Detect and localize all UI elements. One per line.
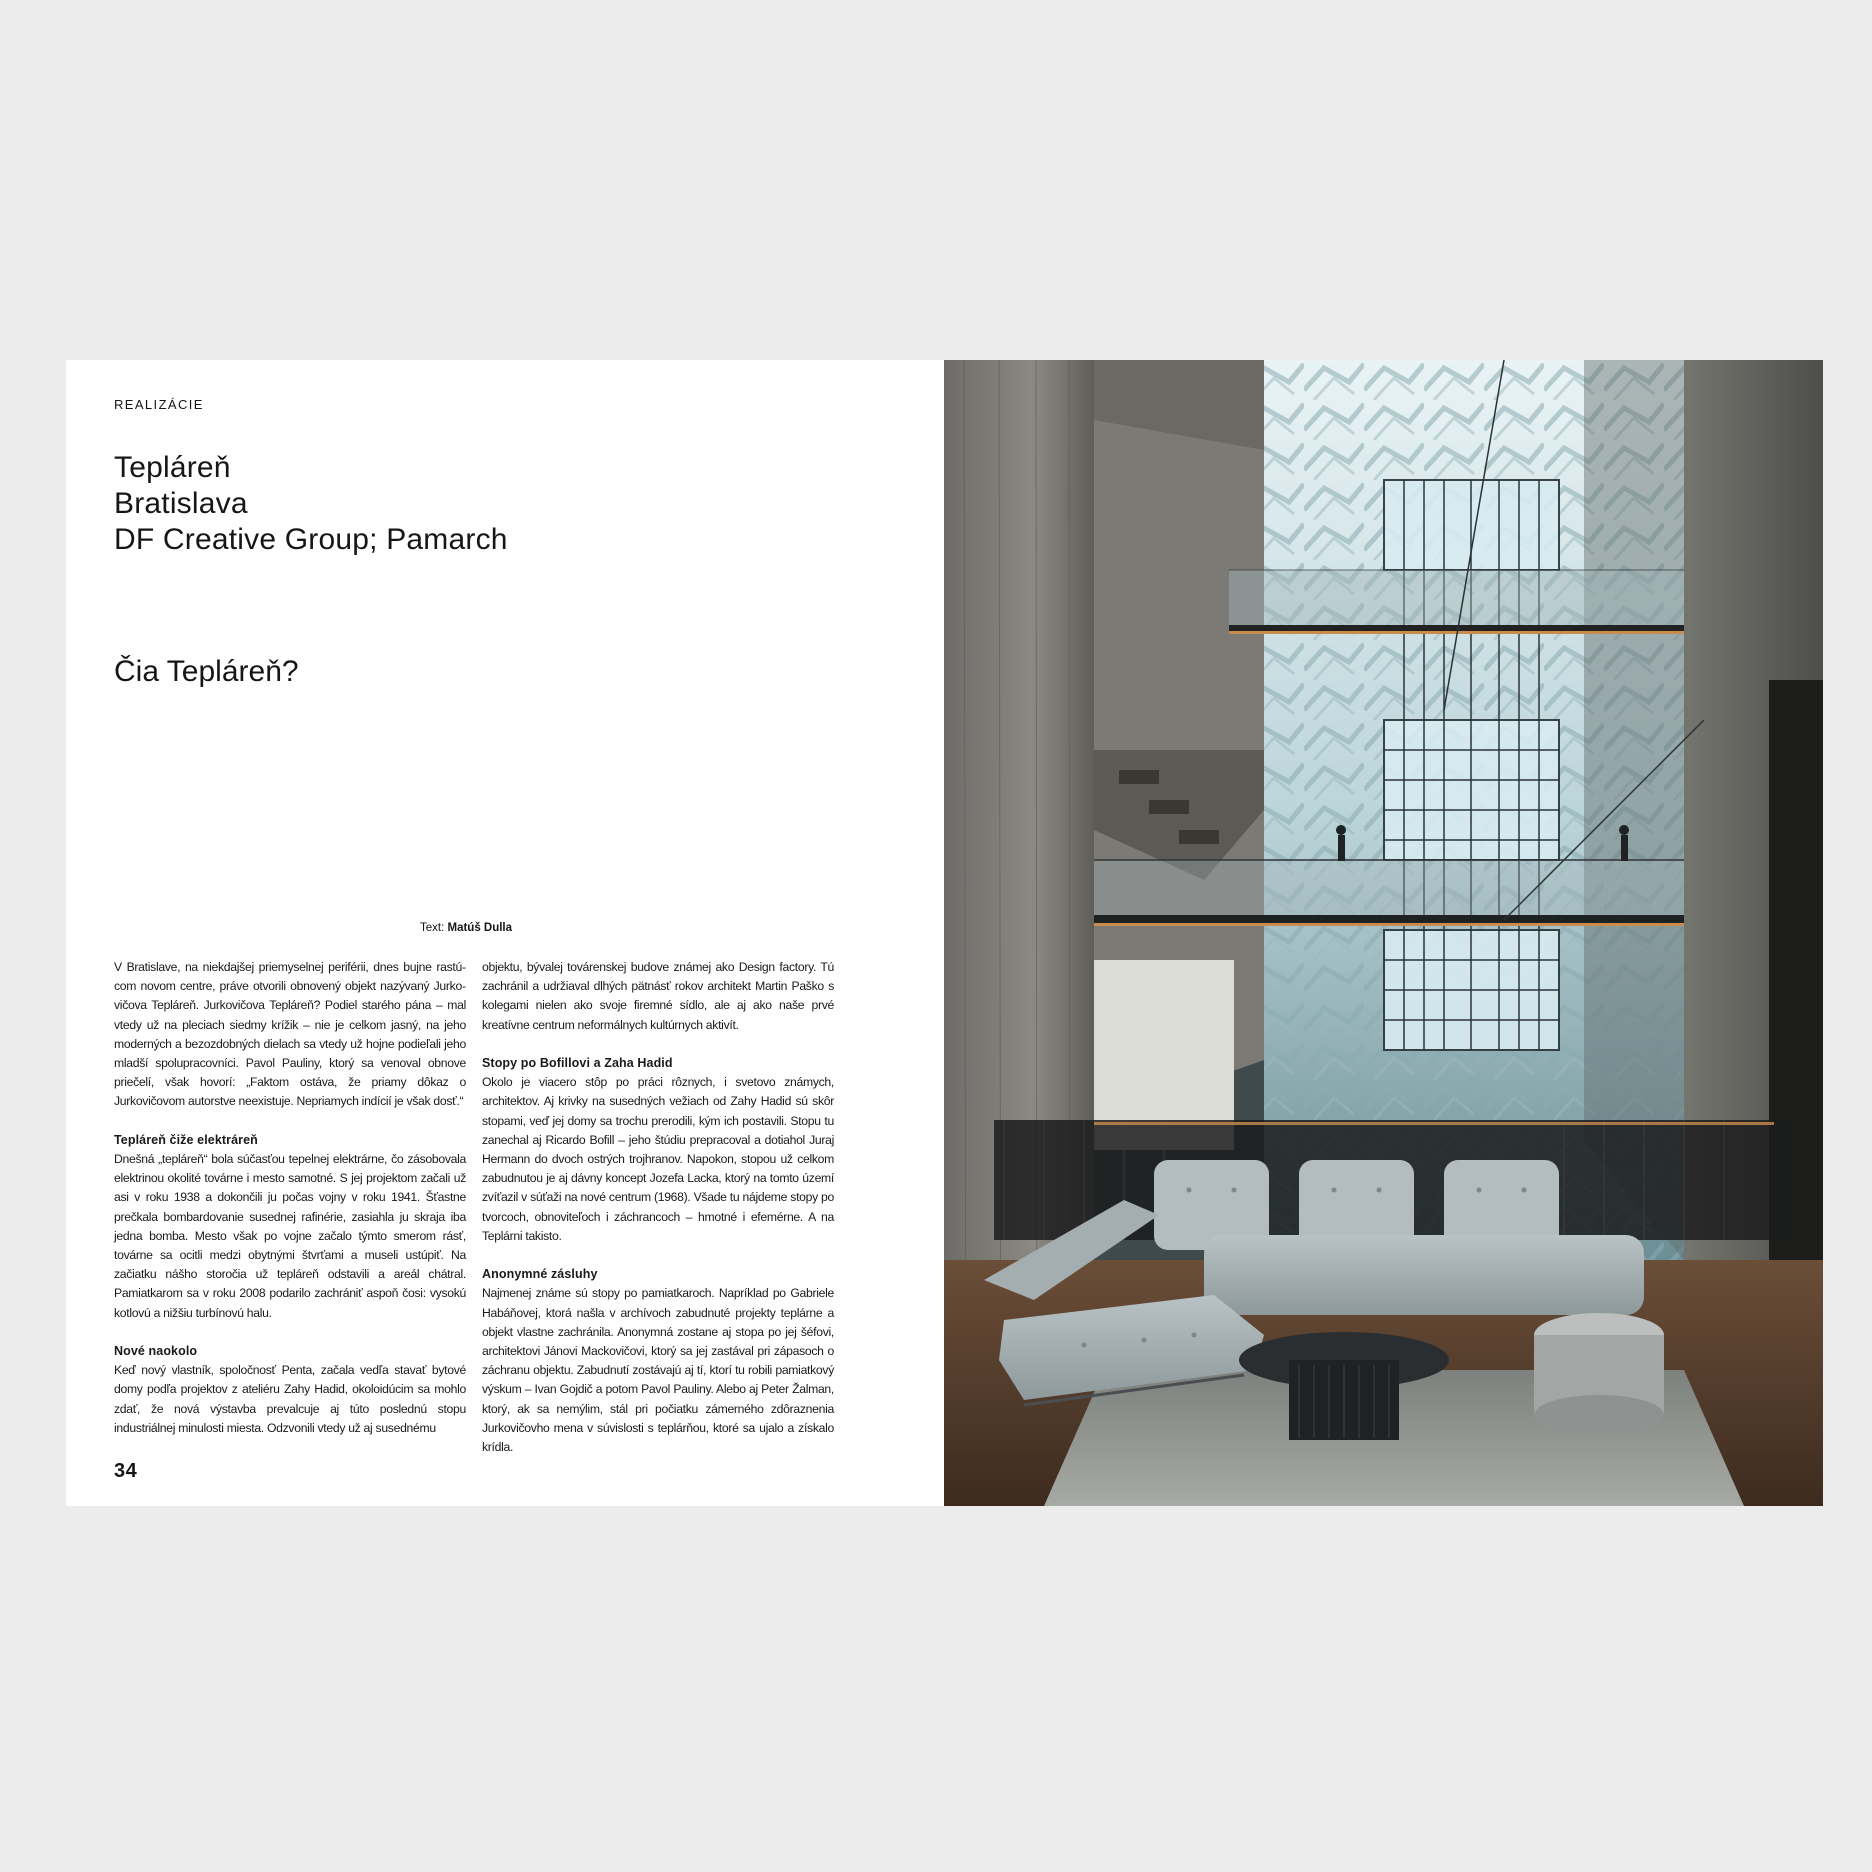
title-line-architects: DF Creative Group; Pamarch [114,523,508,556]
paragraph-teplaren: Dnešná „tepláreň“ bola súčasťou tepelnej elektrárne, čo zásobovala elektrinou okolité továrne i mesto samotné. S jej projektom začali už asi v roku 1938 a dokončili ju počas vojny v roku 1941. Šťastne prečkala bombardovanie susednej rafinérie, zasiahla ju skraja iba jedna bomba. Mesto však po vojne začalo týmto smerom rásť, továrne sa ocitli medzi obytnými štvrťami a museli ustúpiť. Na začiatku nášho storočia už tepláreň odstavili a areál chátral. Pamiatkarom sa v roku 2008 podarilo zachrániť aspoň čosi: vysokú kotlovú a nižšiu turbínovú halu. [114,1152,466,1320]
subheading-teplaren: Tepláreň čiže elektráreň [114,1132,258,1147]
author-credit [420,922,512,934]
interior-photo [944,360,1823,1506]
section-label: REALIZÁCIE [114,397,204,412]
left-page [66,360,944,1506]
text-column-1 [114,958,466,1438]
subheading-nove-naokolo: Nové naokolo [114,1344,198,1359]
page-number: 34 [114,1460,138,1482]
magazine-spread [66,360,1823,1506]
subheading-zasluhy: Anonymné zásluhy [482,1267,598,1282]
text-column-2 [482,958,834,1457]
credit-prefix: Text: [420,922,448,934]
paragraph-stopy: Okolo je viacero stôp po práci rôznych, i svetovo známych, architektov. Aj krivky na susedných vežiach od Zahy Hadid sú skôr stopami, veď jej domy sa trochu prerodili, kým ich postavili. Stopu tu zanechal aj Ricardo Bofill – jeho štúdiu prepracoval a dotiahol Juraj Hermann do dvoch ostrých trojhranov. Napokon, stopou už celkom zabudnutou je aj dávny koncept Jozefa Lacka, ktorý na tomto území zvíťazil v súťaži na nové centrum (1968). Všade tu nájdeme stopy po tvorcoch, obnoviteľoch i záchrancoch – hmotné i efemérne. A na Teplárni takisto. [482,1075,834,1243]
intro-paragraph: V Bratislave, na niekdajšej priemyselnej periférii, dnes bujne rastúcom novom centre, práve otvorili obnovený objekt nazývaný Jurkovičova Tepláreň. Jurkovičova Tepláreň? Podiel starého pána – mal vtedy už na pleciach siedmy krížik – nie je celkom jasný, na jeho moderných a bezozdobných dielach sa vtedy už hojne podieľali jeho mladší spolupracovníci. Pavol Pauliny, ktorý sa venoval obnove priečelí, však hovorí: „Faktom ostáva, že priamy dôkaz o Jurkovičovom autorstve neexistuje. Nepriamych indícií je však dosť.“ [114,960,466,1109]
right-page [944,360,1823,1506]
credit-author: Matúš Dulla [447,922,513,934]
paragraph-continuation: objektu, bývalej továrenskej budove známej ako Design factory. Tú zachránil a udržiaval dlhých pätnásť rokov architekt Martin Paško s kolegami nielen ako svoje firemné sídlo, ale aj ako naše prvé kreatívne centrum neformálnych kultúrnych aktivít. [482,960,834,1032]
title-line-city: Bratislava [114,487,248,520]
paragraph-zasluhy: Najmenej známe sú stopy po pamiatkaroch. Napríklad po Gabriele Habáňovej, ktorá našla v archívoch zabudnuté projekty teplárne a objekt vlastne zachránila. Anonymná zostane aj stopa po jej šéfovi, architektovi Jánovi Mackovičovi, ktorý sa jej zastával pri zápasoch o záchranu objektu. Zabudnutí zostávajú aj tí, ktorí tu robili pamiatkový výskum – Ivan Gojdič a potom Pavol Pauliny. Alebo aj Peter Žalman, ktorý, ak sa nemýlim, stál pri počiatku zámerného zdôraznenia Jurkovičovho mena v súvislosti s teplárňou, ktoré sa ujalo a získalo krídla. [482,1286,834,1455]
title-line-building: Tepláreň [114,451,231,484]
subheading-stopy: Stopy po Bofillovi a Zaha Hadid [482,1056,673,1070]
paragraph-nove-naokolo: Keď nový vlastník, spoločnosť Penta, začala vedľa stavať bytové domy podľa projektov z ateliéru Zahy Hadid, okoloidúcim sa mohlo zdať, že nová výstavba prevalcuje aj túto poslednú stopu industriálnej minulosti miesta. Odzvonili vtedy už aj susednému [114,1363,466,1435]
article-title-block [114,450,508,558]
article-heading: Čia Tepláreň? [114,655,299,688]
